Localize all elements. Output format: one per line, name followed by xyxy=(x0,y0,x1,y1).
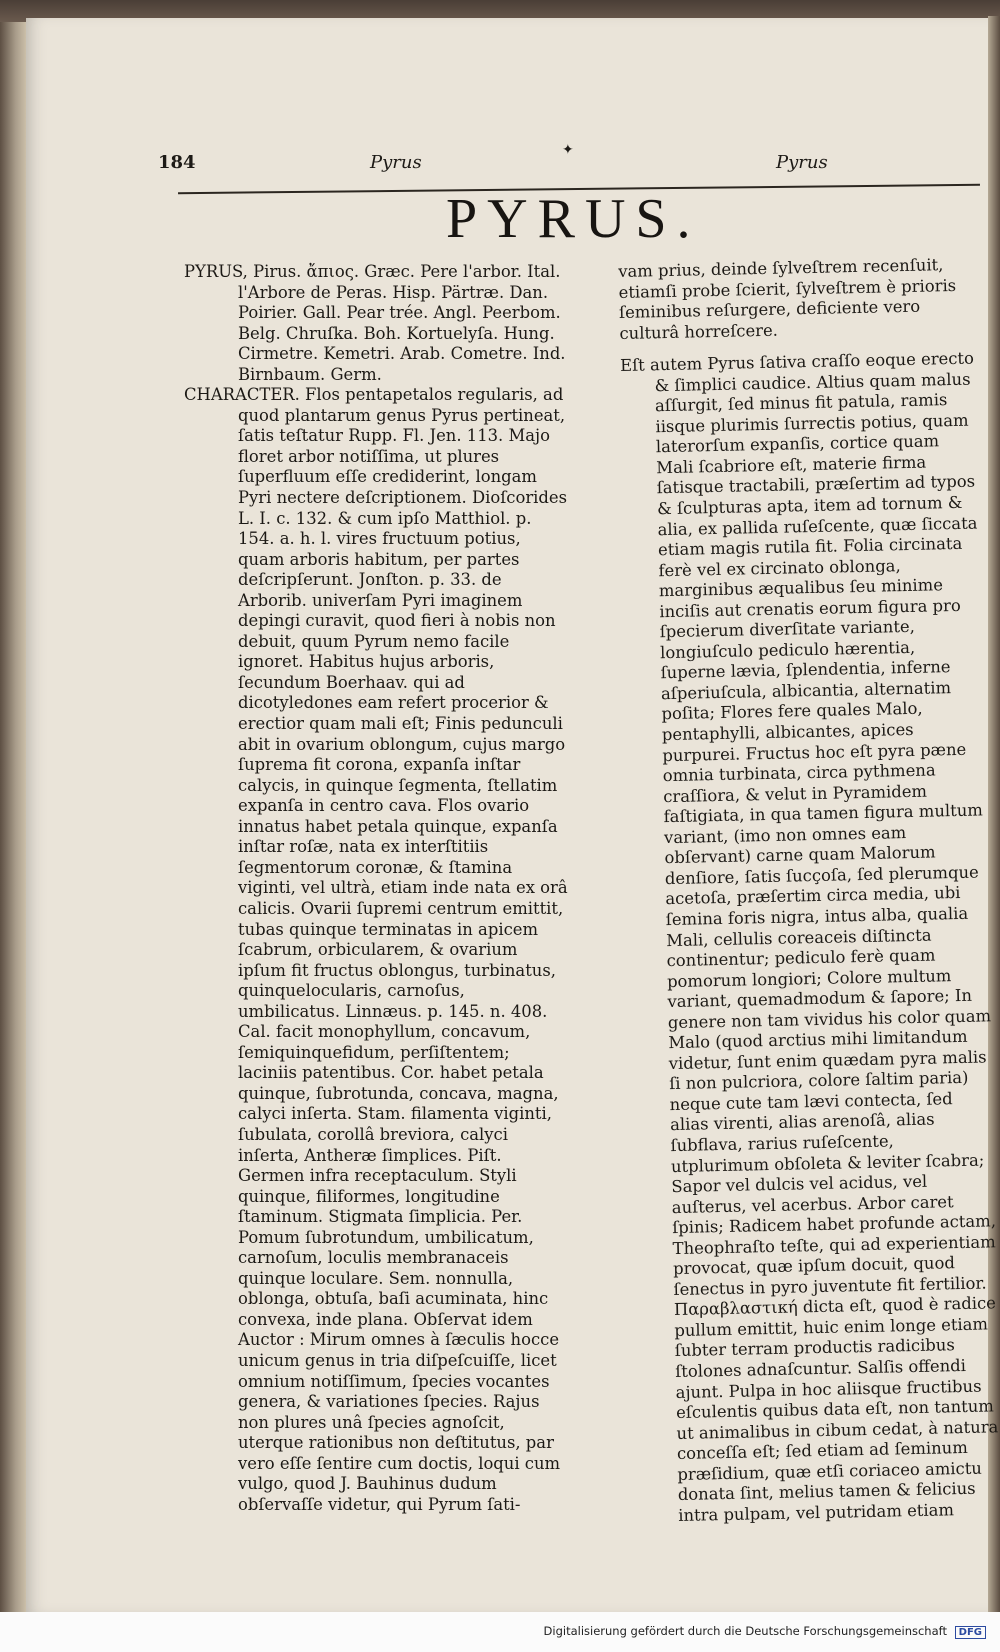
continued-paragraph: vam prius, deinde ſylveſtrem recenſuit, etiamſi probe ſcierit, ſylveſtrem è prioris ſeminibus reſurgere, deficiente vero culturâ horreſcere. xyxy=(618,255,957,343)
page-title: PYRUS. xyxy=(446,188,701,250)
footer-bar xyxy=(0,1612,1000,1652)
running-title-left: Pyrus xyxy=(370,152,422,173)
character-paragraph: CHARACTER. Flos pentapetalos regularis, ad quod plantarum genus Pyrus pertineat, ſatis teſtatur Rupp. Fl. Jen. 113. Majo floret arbor notiſſima, ut plures ſuperfluum eſſe crediderint, longam Pyri nectere deſcriptionem. Dioſcorides L. I. c. 132. & cum ipſo Matthiol. p. 154. a. h. l. vires fructuum potius, quam arboris habitum, per partes deſcripſerunt. Jonſton. p. 33. de Arborib. univerſam Pyri imaginem depingi curavit, quod fieri à nobis non debuit, quum Pyrum nemo facile ignoret. Habitus hujus arboris, ſecundum Boerhaav. qui ad dicotyledones eam refert procerior & erectior quam mali eſt; Finis pedunculi abit in ovarium oblongum, cujus margo ſuprema fit corona, expanſa inſtar calycis, in quinque ſegmenta, ſtellatim expanſa in centro cava. Flos ovario innatus habet petala quinque, expanſa inſtar roſæ, nata ex interſtitiis ſegmentorum coronæ, & ſtamina viginti, vel ultrà, etiam inde nata ex orâ calicis. Ovarii ſupremi centrum emittit, tubas quinque terminatas in apicem ſcabrum, orbicularem, & ovarium ipſum fit fructus oblongus, turbinatus, quinquelocularis, carnoſus, umbilicatus. Linnæus. p. 145. n. 408. Cal. facit monophyllum, concavum, ſemiquinquefidum, perſiſtentem; laciniis patentibus. Cor. habet petala quinque, ſubrotunda, concava, magna, calyci inſerta. Stam. filamenta viginti, ſubulata, corollâ breviora, calyci inſerta, Antheræ ſimplices. Piſt. Germen infra receptaculum. Styli quinque, filiformes, longitudine ſtaminum. Stigmata ſimplicia. Per. Pomum ſubrotundum, umbilicatum, carnoſum, loculis membranaceis quinque loculare. Sem. nonnulla, oblonga, obtuſa, baſi acuminata, hinc convexa, inde plana. Obſervat idem Auctor : Mirum omnes à ſæculis hocce unicum genus in tria diſpeſcuiſſe, licet omnium notiſſimum, ſpecies vocantes genera, & variationes ſpecies. Rajus non plures unâ ſpecies agnoſcit, uterque rationibus non deſtitutus, par vero eſſe ſentire cum doctis, loqui cum vulgo, quod J. Bauhinus dudum obſervaſſe videtur, qui Pyrum ſati- xyxy=(184,385,568,1514)
ornament-icon: ✦ xyxy=(562,142,574,158)
book-spine-edge xyxy=(0,22,26,1612)
running-header xyxy=(158,136,908,173)
running-title-right: Pyrus xyxy=(776,152,828,173)
page-number: 184 xyxy=(158,152,196,173)
synonyms-paragraph: PYRUS, Pirus. ἄπιος. Græc. Pere l'arbor. Ital. l'Arbore de Peras. Hisp. Pärtræ. Dan. Poirier. Gall. Pear trée. Angl. Peerbom. Belg. Chruſka. Boh. Kortuelyſa. Hung. Cirmetre. Kemetri. Arab. Cometre. Ind. Birnbaum. Germ. xyxy=(184,262,566,384)
description-paragraph: Eſt autem Pyrus ſativa craſſo eoque erecto & ſimplici caudice. Altius quam malus aſſurgit, ſed minus fit patula, ramis iisque plurimis ſurrectis potius, quam laterorſum expanſis, cortice quam Mali ſcabriore eſt, materie firma ſatisque tractabili, præſertim ad typos & ſculpturas apta, item ad tornum & alia, ex pallida ruſeſcente, quæ ſiccata etiam magis rutila fit. Folia circinata ferè vel ex circinato oblonga, marginibus æqualibus ſeu minime inciſis aut crenatis eorum figura pro ſpecierum diverſitate variante, longiuſculo pediculo hærentia, ſuperne lævia, ſplendentia, inferne aſperiuſcula, albicantia, alternatim poſita; Flores fere quales Malo, pentaphylli, albicantes, apices purpurei. Fructus hoc eſt pyra pæne omnia turbinata, circa pythmena craſſiora, & velut in Pyramidem faſtigiata, in qua tamen figura multum variant, (imo non omnes eam obſervant) carne quam Malorum denſiore, ſatis ſucçoſa, ſed plerumque acetoſa, præſertim circa media, ubi ſemina foris nigra, intus alba, qualia Mali, cellulis coreaceis diſtincta continentur; pediculo ferè quam pomorum longiori; Colore multum variant, quemadmodum & ſapore; In genere non tam vividus his color quam Malo (quod arctius mihi limitandum videtur, ſunt enim quædam pyra malis ſi non pulcriora, colore ſaltim paria) neque cute tam lævi contecta, ſed alias virenti, alias arenoſâ, alias ſubflava, rarius ruſeſcente, utplurimum obſoleta & leviter ſcabra; Sapor vel dulcis vel acidus, vel auſterus, vel acerbus. Arbor caret ſpinis; Radicem habet profunde actam, Theophraſto teſte, qui ad experientiam provocat, quæ ipſum docuit, quod ſenectus in pyro juventute fit fertilior. Παραβλαστική dicta eſt, quod è radice pullum emittit, huic enim longe etiam ſubter terram productis radicibus ſtolones adnaſcuntur. Salſis offendi ajunt. Pulpa in hoc aliisque fructibus eſculentis quibus data eſt, non tantum ut animalibus in cibum cedat, à natura conceſſa eſt; ſed etiam ad ſeminum præſidium, quæ etſi coriaceo amictu donata ſint, melius tamen & felicius intra pulpam, vel putridam etiam xyxy=(619,348,999,1525)
right-text-column xyxy=(618,255,1000,1528)
dfg-logo: DFG xyxy=(955,1626,986,1639)
funding-credit: Digitalisierung gefördert durch die Deutsche Forschungsgemeinschaft xyxy=(543,1624,947,1638)
left-text-column xyxy=(184,262,570,1515)
footer-credit xyxy=(544,1624,986,1639)
